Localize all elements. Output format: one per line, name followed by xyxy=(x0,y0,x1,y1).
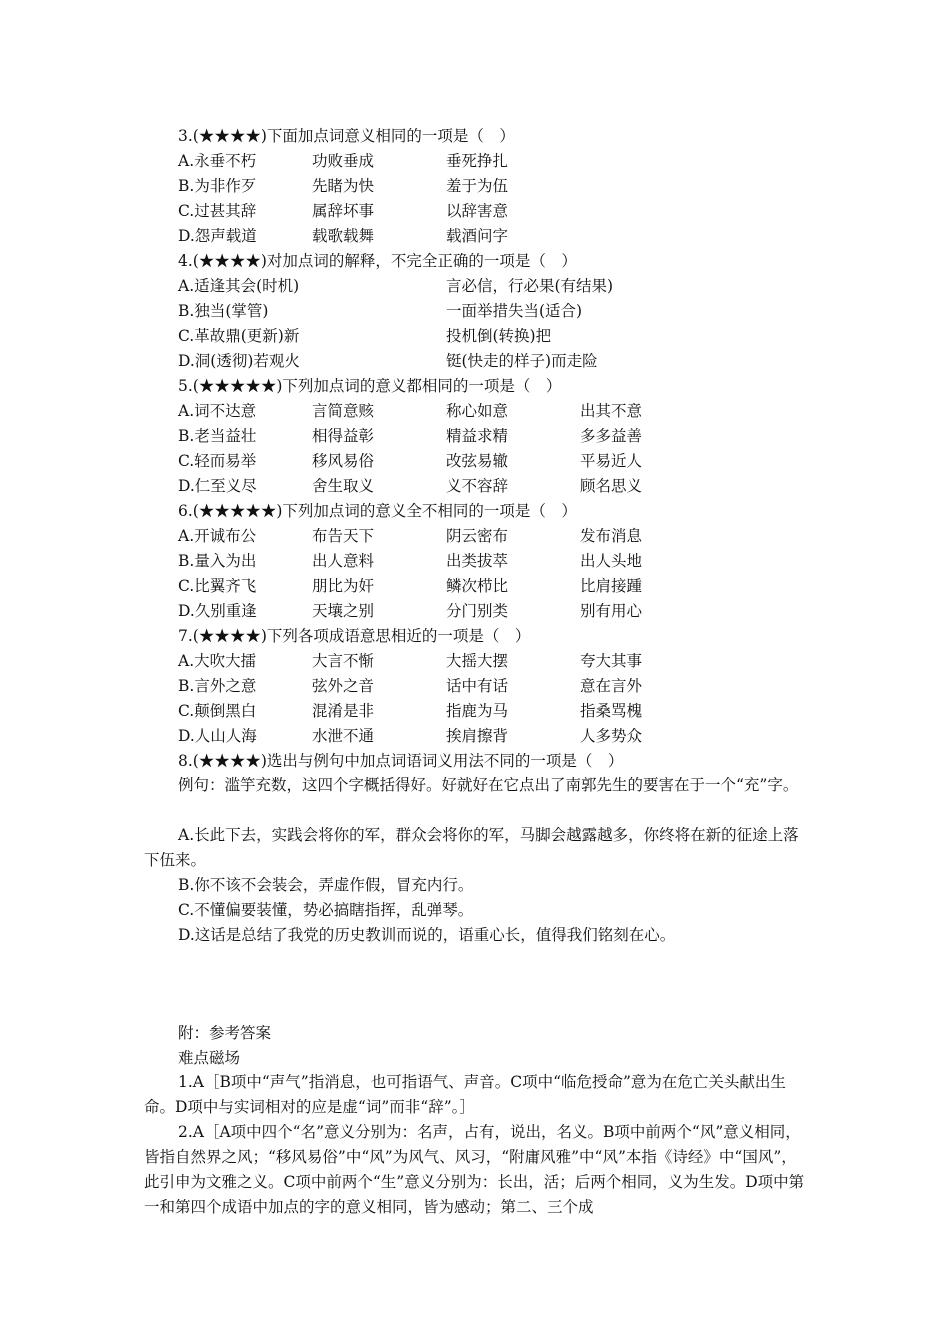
q6-option-c-3: 鳞次栉比 xyxy=(446,577,509,595)
q3-option-c-1: C.过甚其辞 xyxy=(178,202,257,220)
q6-option-c-4: 比肩接踵 xyxy=(580,577,643,595)
q3-option-d-1: D.怨声载道 xyxy=(178,227,257,245)
question-3-title: 3.(★★★★)下面加点词意义相同的一项是（ ） xyxy=(178,127,515,145)
q5-option-a-4: 出其不意 xyxy=(580,402,643,420)
q6-option-d-3: 分门别类 xyxy=(446,602,509,620)
q6-option-c-1: C.比翼齐飞 xyxy=(178,577,257,595)
q4-option-b-2: 一面举措失当(适合) xyxy=(446,302,583,320)
q5-option-c-2: 移风易俗 xyxy=(312,452,375,470)
q4-option-a-2: 言必信，行必果(有结果) xyxy=(446,277,614,295)
answer-2: 2.A［A项中四个“名”意义分别为：名声，占有，说出，名义。B项中前两个“风”意义相同，皆指自然界之风；“移风易俗”中“风”为风气、风习，“附庸风雅”中“风”本指《诗经》中“国风”，此引申为文雅之义。C项中前两个“生”意义分别为：长出，活；后两个相同，义为生发。D项中第一和第四个成语中加点的字的意义相同，皆为感动；第二、三个成 xyxy=(144,1123,805,1216)
answer-1: 1.A［B项中“声气”指消息，也可指语气、声音。C项中“临危授命”意为在危亡关头献出生命。D项中与实词相对的应是虚“词”而非“辞”。］ xyxy=(144,1073,786,1116)
q7-option-c-3: 指鹿为马 xyxy=(446,702,509,720)
q6-option-b-3: 出类拔萃 xyxy=(446,552,509,570)
q4-option-b-1: B.独当(掌管) xyxy=(178,302,269,320)
q7-option-c-2: 混淆是非 xyxy=(312,702,375,720)
question-5-title: 5.(★★★★★)下列加点词的意义都相同的一项是（ ） xyxy=(178,377,562,395)
q7-option-b-2: 弦外之音 xyxy=(312,677,375,695)
q7-option-c-4: 指桑骂槐 xyxy=(580,702,643,720)
q4-option-d-2: 铤(快走的样子)而走险 xyxy=(446,352,598,370)
q5-option-c-4: 平易近人 xyxy=(580,452,643,470)
q7-option-b-4: 意在言外 xyxy=(580,677,643,695)
question-6-title: 6.(★★★★★)下列加点词的意义全不相同的一项是（ ） xyxy=(178,502,577,520)
q6-option-d-2: 天壤之别 xyxy=(312,602,375,620)
q5-option-b-1: B.老当益壮 xyxy=(178,427,257,445)
q3-option-b-3: 羞于为伍 xyxy=(446,177,509,195)
q5-option-d-3: 义不容辞 xyxy=(446,477,509,495)
q8-option-d: D.这话是总结了我党的历史教训而说的，语重心长，值得我们铭刻在心。 xyxy=(178,926,676,944)
q7-option-a-3: 大摇大摆 xyxy=(446,652,509,670)
q6-option-a-2: 布告天下 xyxy=(312,527,375,545)
q6-option-a-1: A.开诚布公 xyxy=(178,527,257,545)
q6-option-d-1: D.久别重逢 xyxy=(178,602,257,620)
q6-option-b-2: 出人意料 xyxy=(312,552,375,570)
q5-option-a-2: 言简意赅 xyxy=(312,402,375,420)
q8-option-a: A.长此下去，实践会将你的军，群众会将你的军，马脚会越露越多，你终将在新的征途上落下伍来。 xyxy=(144,826,799,869)
q3-option-b-2: 先睹为快 xyxy=(312,177,375,195)
q4-option-a-1: A.适逢其会(时机) xyxy=(178,277,300,295)
q7-option-b-1: B.言外之意 xyxy=(178,677,257,695)
q6-option-a-4: 发布消息 xyxy=(580,527,643,545)
q5-option-d-4: 顾名思义 xyxy=(580,477,643,495)
q6-option-b-1: B.量入为出 xyxy=(178,552,257,570)
q8-option-b: B.你不该不会装会，弄虚作假，冒充内行。 xyxy=(178,876,474,894)
q3-option-d-2: 载歌载舞 xyxy=(312,227,375,245)
q4-option-c-1: C.革故鼎(更新)新 xyxy=(178,327,300,345)
q7-option-d-3: 挨肩擦背 xyxy=(446,727,509,745)
q3-option-c-3: 以辞害意 xyxy=(446,202,509,220)
q5-option-c-3: 改弦易辙 xyxy=(446,452,509,470)
appendix-heading: 附：参考答案 xyxy=(178,1024,272,1042)
q5-option-a-1: A.词不达意 xyxy=(178,402,257,420)
q3-option-c-2: 属辞坏事 xyxy=(312,202,375,220)
q6-option-d-4: 别有用心 xyxy=(580,602,643,620)
q7-option-a-1: A.大吹大擂 xyxy=(178,652,257,670)
q3-option-b-1: B.为非作歹 xyxy=(178,177,257,195)
q5-option-c-1: C.轻而易举 xyxy=(178,452,257,470)
q5-option-d-1: D.仁至义尽 xyxy=(178,477,257,495)
q3-option-d-3: 载酒问字 xyxy=(446,227,509,245)
q7-option-a-2: 大言不惭 xyxy=(312,652,375,670)
q7-option-d-4: 人多势众 xyxy=(580,727,643,745)
q7-option-d-1: D.人山人海 xyxy=(178,727,257,745)
question-8-title: 8.(★★★★)选出与例句中加点词语词义用法不同的一项是（ ） xyxy=(178,752,624,770)
q4-option-c-2: 投机倒(转换)把 xyxy=(446,327,552,345)
q5-option-a-3: 称心如意 xyxy=(446,402,509,420)
q7-option-d-2: 水泄不通 xyxy=(312,727,375,745)
q4-option-d-1: D.洞(透彻)若观火 xyxy=(178,352,300,370)
q8-option-c: C.不懂偏要装懂，势必搞瞎指挥，乱弹琴。 xyxy=(178,901,474,919)
q7-option-c-1: C.颠倒黑白 xyxy=(178,702,257,720)
q5-option-b-3: 精益求精 xyxy=(446,427,509,445)
q3-option-a-3: 垂死挣扎 xyxy=(446,152,509,170)
q5-option-d-2: 舍生取义 xyxy=(312,477,375,495)
q3-option-a-1: A.永垂不朽 xyxy=(178,152,257,170)
q5-option-b-2: 相得益彰 xyxy=(312,427,375,445)
q3-option-a-2: 功败垂成 xyxy=(312,152,375,170)
q7-option-b-3: 话中有话 xyxy=(446,677,509,695)
q6-option-a-3: 阴云密布 xyxy=(446,527,509,545)
q8-example: 例句：滥竽充数，这四个字概括得好。好就好在它点出了南郭先生的要害在于一个“充”字。 xyxy=(178,776,799,794)
appendix-subheading: 难点磁场 xyxy=(178,1049,241,1067)
q6-option-c-2: 朋比为奸 xyxy=(312,577,375,595)
question-7-title: 7.(★★★★)下列各项成语意思相近的一项是（ ） xyxy=(178,627,531,645)
q6-option-b-4: 出人头地 xyxy=(580,552,643,570)
q5-option-b-4: 多多益善 xyxy=(580,427,643,445)
question-4-title: 4.(★★★★)对加点词的解释，不完全正确的一项是（ ） xyxy=(178,252,577,270)
q7-option-a-4: 夸大其事 xyxy=(580,652,643,670)
